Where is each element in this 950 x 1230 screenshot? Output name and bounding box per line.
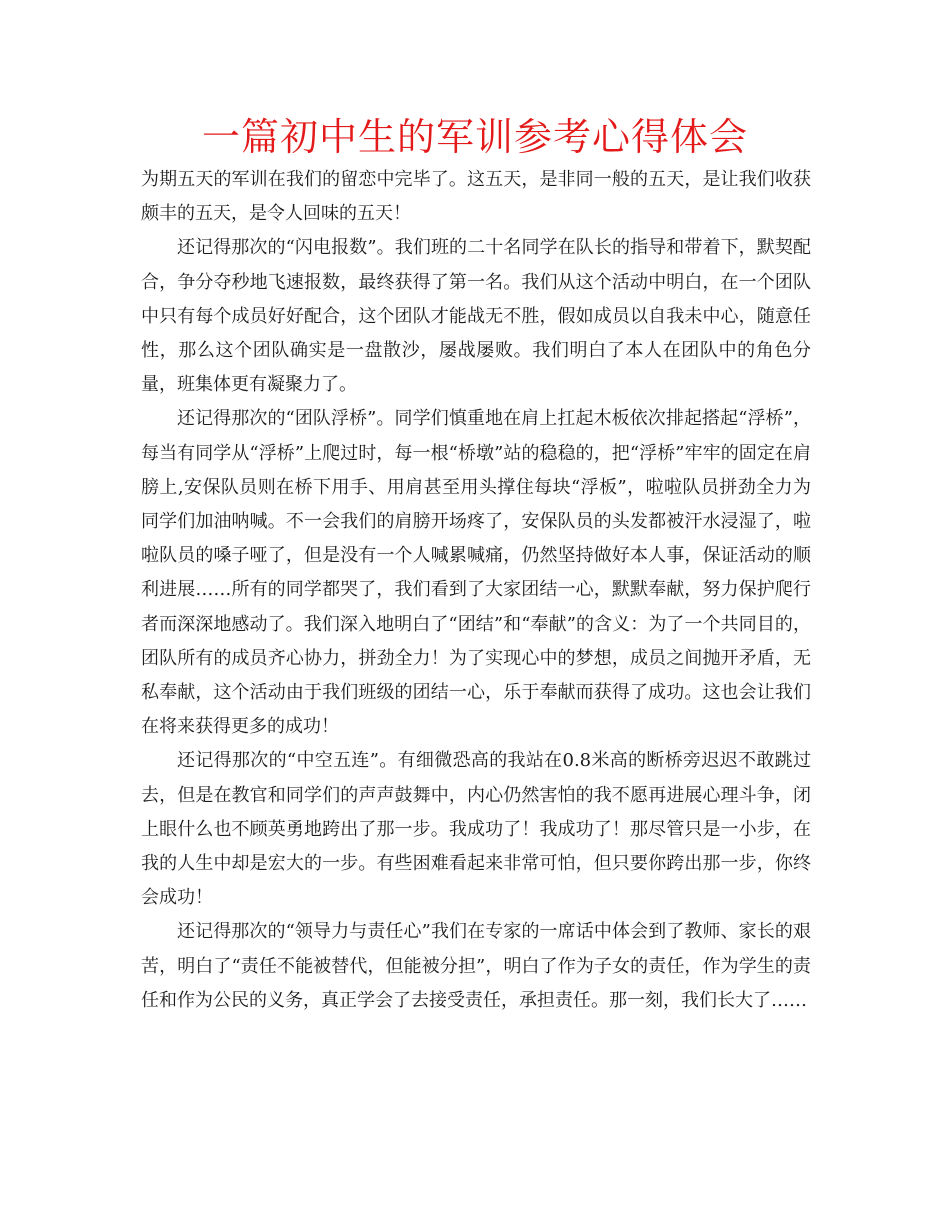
paragraph-1: 为期五天的军训在我们的留恋中完毕了。这五天，是非同一般的五天，是让我们收获颇丰的五天，是令人回味的五天！ (141, 169, 811, 225)
paragraph-2: 还记得那次的“闪电报数”。我们班的二十名同学在队长的指导和带着下，默契配合，争分夺秒地飞速报数，最终获得了第一名。我们从这个活动中明白，在一个团队中只有每个成员好好配合，这个团队才能战无不胜，假如成员以自我未中心，随意任性，那么这个团队确实是一盘散沙，屡战屡败。我们明白了本人在团队中的角色分量，班集体更有凝聚力了。 (141, 237, 811, 396)
paragraph-4: 还记得那次的“中空五连”。有细微恐高的我站在0.8米高的断桥旁迟迟不敢跳过去，但是在教官和同学们的声声鼓舞中，内心仍然害怕的我不愿再进展心理斗争，闭上眼什么也不顾英勇地跨出了那一步。我成功了！我成功了！那尽管只是一小步，在我的人生中却是宏大的一步。有些困难看起来非常可怕，但只要你跨出那一步，你终会成功！ (141, 750, 811, 909)
paragraph-5: 还记得那次的“领导力与责任心”我们在专家的一席话中体会到了教师、家长的艰苦，明白了“责任不能被替代，但能被分担”，明白了作为子女的责任，作为学生的责任和作为公民的义务，真正学会了去接受责任，承担责任。那一刻，我们长大了…… (141, 921, 811, 1011)
document-title: 一篇初中生的军训参考心得体会 (201, 115, 748, 159)
paragraph-3: 还记得那次的“团队浮桥”。同学们慎重地在肩上扛起木板依次排起搭起“浮桥”，每当有同学从“浮桥”上爬过时，每一根“桥墩”站的稳稳的，把“浮桥”牢牢的固定在肩膀上,安保队员则在桥下用手、用肩甚至用头撑住每块“浮板”，啦啦队员拼劲全力为同学们加油呐喊。不一会我们的肩膀开场疼了，安保队员的头发都被汗水浸湿了，啦啦队员的嗓子哑了，但是没有一个人喊累喊痛，仍然坚持做好本人事，保证活动的顺利进展……所有的同学都哭了，我们看到了大家团结一心，默默奉献，努力保护爬行者而深深地感动了。我们深入地明白了“团结”和“奉献”的含义：为了一个共同目的，团队所有的成员齐心协力，拼劲全力！为了实现心中的梦想，成员之间抛开矛盾，无私奉献，这个活动由于我们班级的团结一心，乐于奉献而获得了成功。这也会让我们在将来获得更多的成功！ (141, 408, 811, 738)
document-body (141, 163, 811, 1018)
